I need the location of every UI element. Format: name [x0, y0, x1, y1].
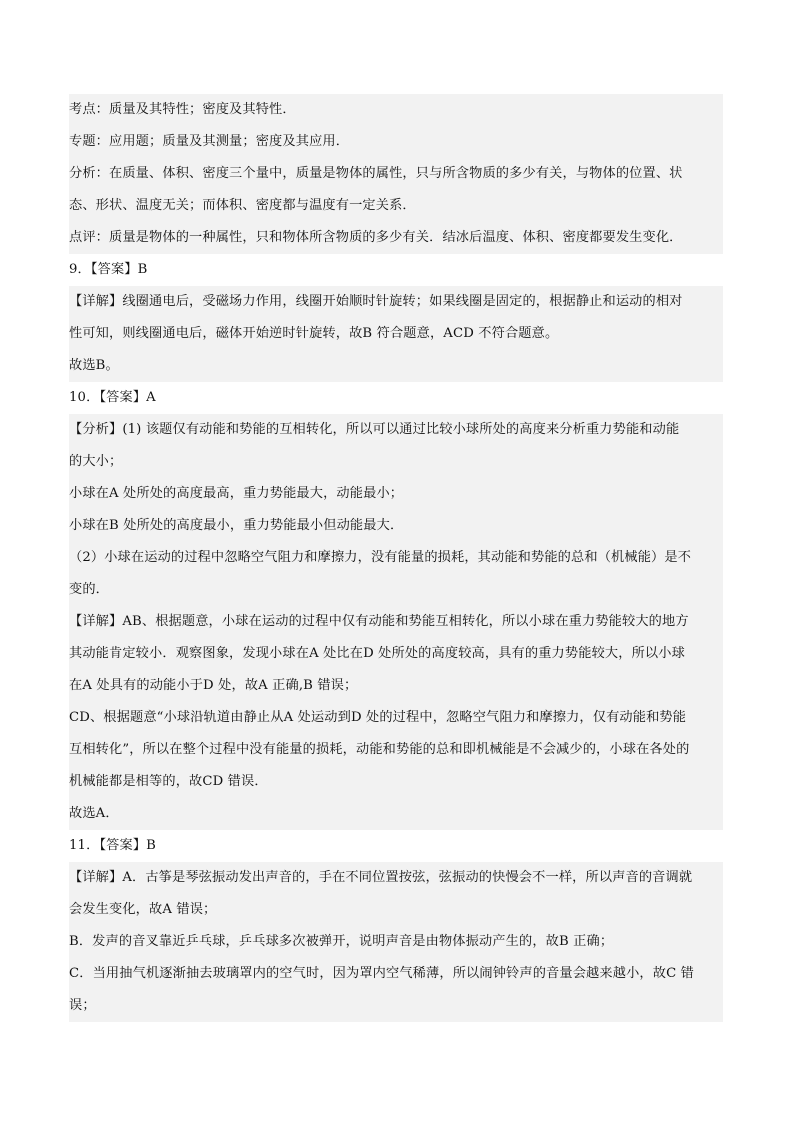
detail-line: 【详解】AB、根据题意，小球在运动的过程中仅有动能和势能互相转化，所以小球在重力势能较大的地方 — [69, 614, 689, 629]
explanation-block-11 — [69, 862, 723, 1022]
detail-line: 在A 处具有的动能小于D 处，故A 正确,B 错误； — [69, 678, 358, 693]
detail-line: 其动能肯定较小．观察图象，发现小球在A 处比在D 处所处的高度较高，具有的重力势能较大，所以小球 — [69, 646, 685, 661]
detail-line: CD、根据题意“小球沿轨道由静止从A 处运动到D 处的过程中，忽略空气阻力和摩擦力，仅有动能和势能 — [69, 710, 687, 725]
detail-line: C．当用抽气机逐渐抽去玻璃罩内的空气时，因为罩内空气稀薄，所以闹钟铃声的音量会越来越小，故C 错 — [69, 966, 695, 981]
explanation-block-9 — [69, 286, 723, 382]
detail-line: B．发声的音叉靠近乒乓球，乒乓球多次被弹开，说明声音是由物体振动产生的，故B 正确； — [69, 934, 614, 949]
answer-page — [69, 94, 723, 1022]
analysis-line: 态、形状、温度无关；而体积、密度都与温度有一定关系． — [69, 198, 416, 213]
detail-line: 机械能都是相等的，故CD 错误． — [69, 774, 268, 789]
analysis-line: 分析：在质量、体积、密度三个量中，质量是物体的属性，只与所含物质的多少有关，与物体的位置、状 — [69, 166, 683, 181]
topic-line: 专题：应用题；质量及其测量；密度及其应用． — [69, 134, 350, 149]
conclusion-line: 故选B。 — [69, 358, 119, 373]
conclusion-line: 故选A． — [69, 806, 119, 821]
answer-heading-11 — [69, 830, 723, 862]
analysis-line: （2）小球在运动的过程中忽略空气阻力和摩擦力，没有能量的损耗，其动能和势能的总和（机械能）是不 — [69, 550, 692, 565]
explanation-block-10 — [69, 414, 723, 830]
detail-line: 【详解】线圈通电后，受磁场力作用，线圈开始顺时针旋转；如果线圈是固定的，根据静止和运动的相对 — [69, 294, 683, 309]
detail-line: 性可知，则线圈通电后，磁体开始逆时针旋转，故B 符合题意，ACD 不符合题意。 — [69, 326, 559, 341]
detail-line: 【详解】A．古筝是琴弦振动发出声音的，手在不同位置按弦，弦振动的快慢会不一样，所以声音的音调就 — [69, 870, 693, 885]
exam-point-line: 考点：质量及其特性；密度及其特性． — [69, 102, 296, 117]
answer-heading-10 — [69, 382, 723, 414]
comment-line: 点评：质量是物体的一种属性，只和物体所含物质的多少有关．结冰后温度、体积、密度都要发生变化． — [69, 230, 683, 245]
explanation-block-8 — [69, 94, 723, 254]
answer-label: 10．【答案】A — [69, 390, 156, 405]
analysis-line: 小球在B 处所处的高度最小，重力势能最小但动能最大． — [69, 518, 404, 533]
analysis-line: 变的． — [69, 582, 110, 597]
answer-heading-9 — [69, 254, 723, 286]
analysis-line: 小球在A 处所处的高度最高，重力势能最大，动能最小； — [69, 486, 404, 501]
answer-label: 9．【答案】B — [69, 262, 148, 277]
detail-line: 互相转化”，所以在整个过程中没有能量的损耗，动能和势能的总和即机械能是不会减少的，小球在各处的 — [69, 742, 690, 757]
detail-line: 误； — [69, 998, 96, 1013]
answer-label: 11．【答案】B — [69, 838, 157, 853]
detail-line: 会发生变化，故A 错误； — [69, 902, 217, 917]
analysis-line: 【分析】(1) 该题仅有动能和势能的互相转化，所以可以通过比较小球所处的高度来分析重力势能和动能 — [69, 422, 680, 437]
analysis-line: 的大小； — [69, 454, 123, 469]
